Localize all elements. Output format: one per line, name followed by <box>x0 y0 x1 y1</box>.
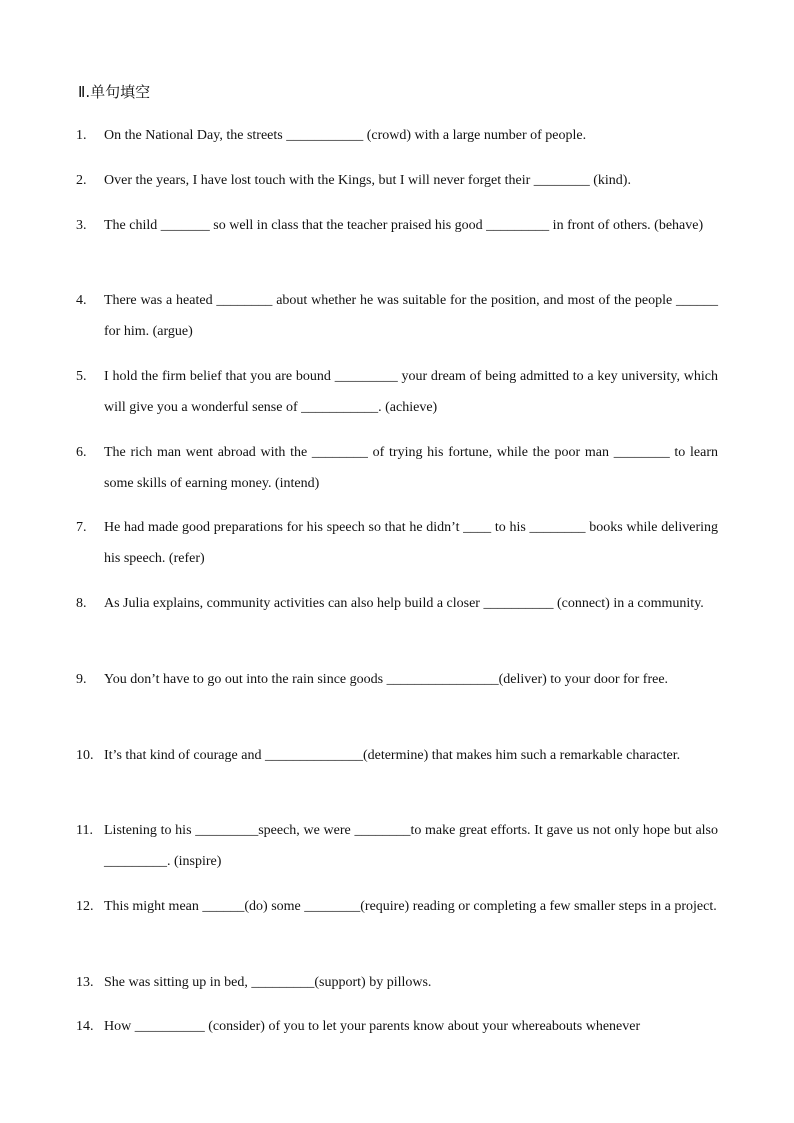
question-item <box>76 891 718 922</box>
question-number: 3. <box>76 218 87 233</box>
question-item <box>76 120 718 151</box>
question-text: The rich man went abroad with the ________ of trying his fortune, while the poor man ________ to learn some skills of earning money. (intend) <box>104 445 718 491</box>
question-item <box>76 512 718 574</box>
question-item <box>76 815 718 877</box>
question-text: You don’t have to go out into the rain since goods ________________(deliver) to your door for free. <box>104 672 669 687</box>
question-text: This might mean ______(do) some ________(require) reading or completing a few smaller steps in a project. <box>104 899 717 914</box>
question-text: It’s that kind of courage and ______________(determine) that makes him such a remarkable character. <box>104 748 681 763</box>
question-item <box>76 1011 718 1042</box>
question-item <box>76 740 718 771</box>
question-item <box>76 165 718 196</box>
question-number: 5. <box>76 369 87 384</box>
question-number: 9. <box>76 672 87 687</box>
question-number: 4. <box>76 293 87 308</box>
question-number: 2. <box>76 173 87 188</box>
question-item <box>76 967 718 998</box>
question-item <box>76 361 718 423</box>
question-text: She was sitting up in bed, _________(support) by pillows. <box>104 975 432 990</box>
question-text: I hold the firm belief that you are bound _________ your dream of being admitted to a key university, which will give you a wonderful sense of ___________. (achieve) <box>104 369 718 415</box>
question-item <box>76 588 718 619</box>
section-title: Ⅱ.单句填空 <box>78 83 151 101</box>
question-number: 14. <box>76 1019 94 1034</box>
question-number: 10. <box>76 748 94 763</box>
question-text: As Julia explains, community activities can also help build a closer __________ (connect) in a community. <box>104 596 704 611</box>
question-item <box>76 285 718 347</box>
question-number: 1. <box>76 128 87 143</box>
question-number: 8. <box>76 596 87 611</box>
question-text: On the National Day, the streets ___________ (crowd) with a large number of people. <box>104 128 587 143</box>
question-number: 7. <box>76 520 87 535</box>
question-number: 13. <box>76 975 94 990</box>
question-item <box>76 437 718 499</box>
question-text: Over the years, I have lost touch with the Kings, but I will never forget their ________ (kind). <box>104 173 631 188</box>
question-text: There was a heated ________ about whether he was suitable for the position, and most of the people ______ for him. (argue) <box>104 293 718 339</box>
question-number: 6. <box>76 445 87 460</box>
question-text: The child _______ so well in class that the teacher praised his good _________ in front of others. (behave) <box>104 218 704 233</box>
question-text: How __________ (consider) of you to let your parents know about your whereabouts whenever <box>104 1019 641 1034</box>
question-number: 11. <box>76 823 93 838</box>
question-item <box>76 210 718 241</box>
question-item <box>76 664 718 695</box>
question-text: Listening to his _________speech, we were ________to make great efforts. It gave us not only hope but also _________. (inspire) <box>104 823 718 869</box>
question-number: 12. <box>76 899 94 914</box>
question-text: He had made good preparations for his speech so that he didn’t ____ to his ________ books while delivering his speech. (refer) <box>104 520 718 566</box>
